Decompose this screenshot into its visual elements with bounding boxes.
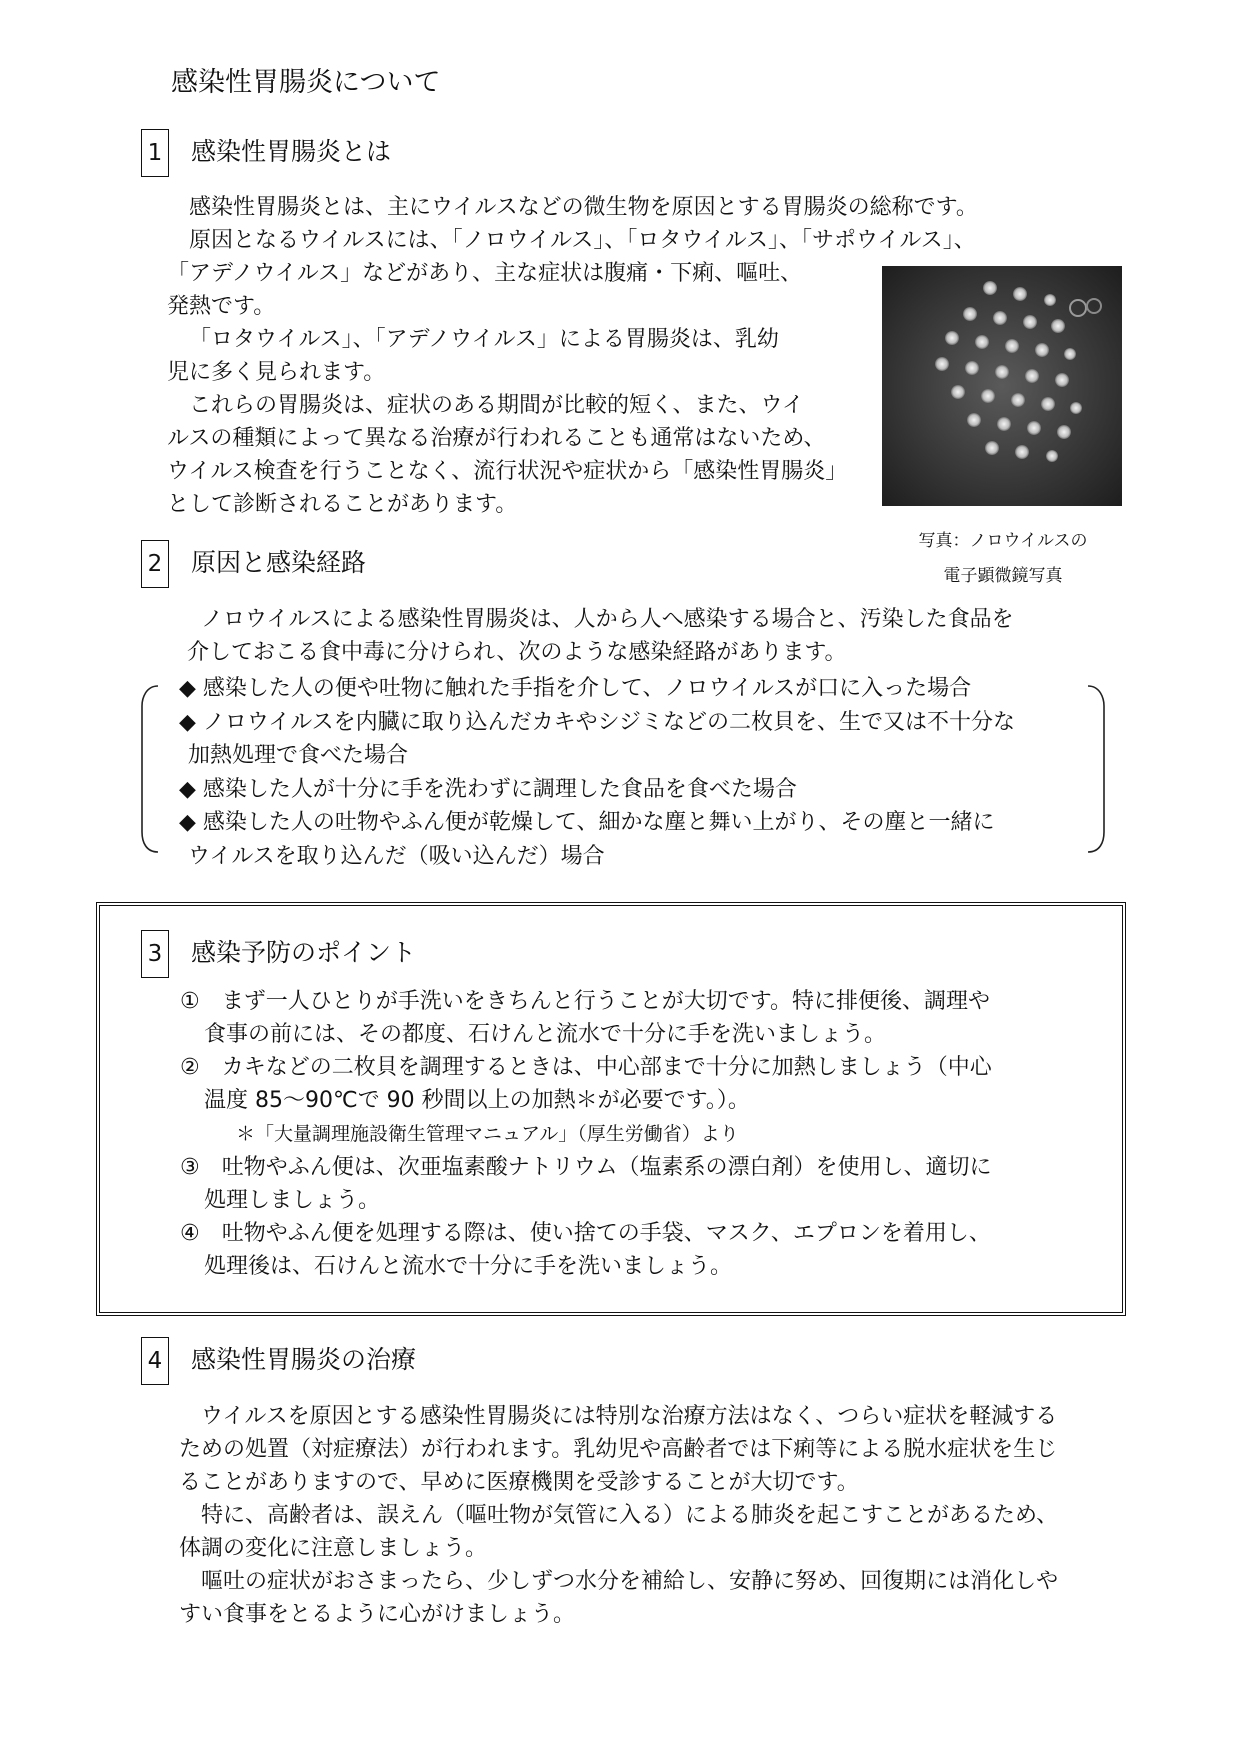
prevention-list [180, 985, 1080, 1283]
body-line: 児に多く見られます。 [167, 360, 386, 385]
page-title: 感染性胃腸炎について [171, 67, 441, 98]
body-line: 感染性胃腸炎とは、主にウイルスなどの微生物を原因とする胃腸炎の総称です。 [189, 195, 978, 220]
section-number: 3 [141, 930, 169, 978]
body-line: 介しておこる食中毒に分けられ、次のような感染経路があります。 [187, 640, 847, 665]
prevention-item-cont: 食事の前には、その都度、石けんと流水で十分に手を洗いましょう。 [204, 1022, 887, 1047]
section-title: 感染性胃腸炎とは [191, 137, 392, 166]
section-2-intro [190, 603, 1110, 636]
body-line: ウイルスを原因とする感染性胃腸炎には特別な治療方法はなく、つらい症状を軽減する [201, 1404, 1058, 1429]
body-line: 嘔吐の症状がおさまったら、少しずつ水分を補給し、安静に努め、回復期には消化しや [201, 1569, 1059, 1594]
prevention-item: ① まず一人ひとりが手洗いをきちんと行うことが大切です。特に排便後、調理や [180, 989, 990, 1014]
section-1-body-wrap [167, 257, 867, 521]
prevention-item-cont: 処理後は、石けんと流水で十分に手を洗いましょう。 [204, 1254, 733, 1279]
body-line: ための処置（対症療法）が行われます。乳幼児や高齢者では下痢等による脱水症状を生じ [179, 1437, 1058, 1462]
section-1-body [167, 191, 1117, 257]
prevention-item: ② カキなどの二枚貝を調理するときは、中心部まで十分に加熱しましょう（中心 [180, 1055, 992, 1080]
route-item: ◆ 感染した人が十分に手を洗わずに調理した食品を食べた場合 [179, 776, 797, 802]
section-1-heading [141, 129, 391, 177]
section-title: 感染性胃腸炎の治療 [191, 1345, 417, 1374]
route-item: ◆ ノロウイルスを内臓に取り込んだカキやシジミなどの二枚貝を、生で又は不十分な [179, 709, 1016, 735]
body-line: 「ロタウイルス」、「アデノウイルス」による胃腸炎は、乳幼 [189, 327, 779, 352]
body-line: ノロウイルスによる感染性胃腸炎は、人から人へ感染する場合と、汚染した食品を [201, 607, 1014, 632]
prevention-item: ③ 吐物やふん便は、次亜塩素酸ナトリウム（塩素系の漂白剤）を使用し、適切に [180, 1155, 992, 1180]
route-item-cont: 加熱処理で食べた場合 [188, 743, 409, 768]
infection-route-list [168, 672, 1098, 873]
body-line: すい食事をとるように心がけましょう。 [179, 1602, 576, 1627]
body-line: ルスの種類によって異なる治療が行われることも通常はないため、 [167, 426, 826, 451]
section-number: 1 [141, 129, 169, 177]
body-line: 原因となるウイルスには、「ノロウイルス」、「ロタウイルス」、「サポウイルス」、 [189, 228, 976, 253]
section-4-heading [141, 1337, 416, 1385]
section-2-intro-2 [187, 636, 1107, 669]
section-4-body [179, 1400, 1129, 1631]
body-line: これらの胃腸炎は、症状のある期間が比較的短く、また、ウイ [189, 393, 804, 418]
section-number: 2 [141, 540, 169, 588]
body-line: 特に、高齢者は、誤えん（嘔吐物が気管に入る）による肺炎を起こすことがあるため、 [201, 1503, 1059, 1528]
norovirus-micrograph [882, 266, 1122, 506]
section-3-heading [141, 930, 416, 978]
body-line: 発熱です。 [167, 294, 276, 319]
prevention-item: ④ 吐物やふん便を処理する際は、使い捨ての手袋、マスク、エプロンを着用し、 [180, 1221, 991, 1246]
prevention-note: ＊「大量調理施設衛生管理マニュアル」（厚生労働省）より [236, 1123, 739, 1145]
caption-line: 写真：ノロウイルスの [918, 531, 1088, 551]
micrograph-graphic [882, 266, 1122, 506]
body-line: 「アデノウイルス」などがあり、主な症状は腹痛・下痢、嘔吐、 [167, 261, 803, 286]
prevention-item-cont: 温度 85～90℃で 90 秒間以上の加熱＊が必要です。）。 [204, 1088, 750, 1113]
route-item: ◆ 感染した人の吐物やふん便が乾燥して、細かな塵と舞い上がり、その塵と一緒に [179, 810, 995, 835]
section-title: 感染予防のポイント [191, 938, 417, 967]
caption-line: 電子顕微鏡写真 [943, 566, 1063, 586]
body-line: 体調の変化に注意しましょう。 [179, 1536, 488, 1561]
body-line: として診断されることがあります。 [167, 492, 518, 517]
section-number: 4 [141, 1337, 169, 1385]
section-title: 原因と感染経路 [191, 548, 367, 577]
body-line: ることがありますので、早めに医療機関を受診することが大切です。 [179, 1470, 859, 1495]
section-2-heading [141, 540, 366, 588]
body-line: ウイルス検査を行うことなく、流行状況や症状から「感染性胃腸炎」 [167, 459, 848, 484]
prevention-item-cont: 処理しましょう。 [204, 1188, 381, 1213]
photo-caption [880, 524, 1126, 594]
route-item: ◆ 感染した人の便や吐物に触れた手指を介して、ノロウイルスが口に入った場合 [179, 676, 972, 701]
route-item-cont: ウイルスを取り込んだ（吸い込んだ）場合 [188, 843, 605, 869]
